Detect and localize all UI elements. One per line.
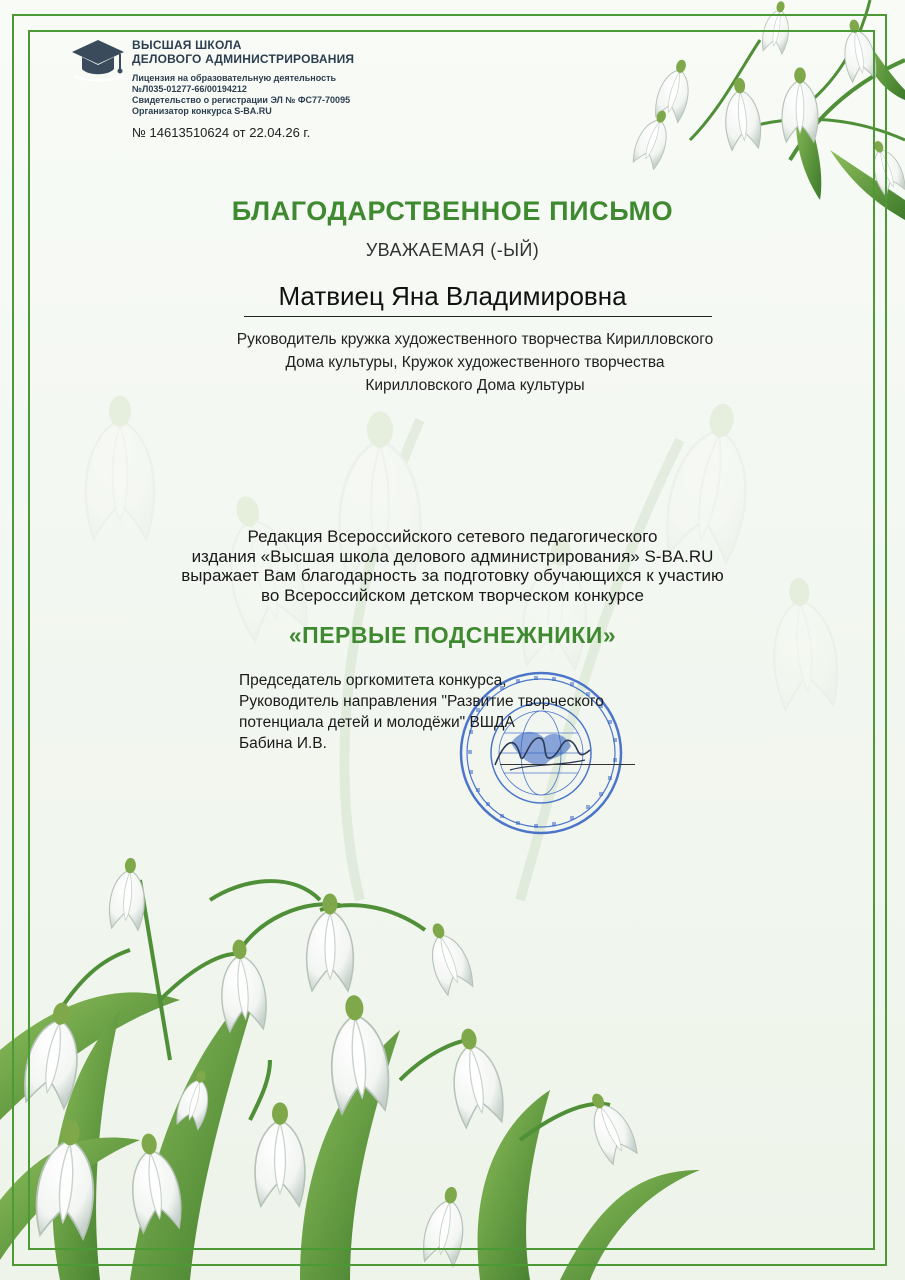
greeting: УВАЖАЕМАЯ (-ЫЙ) [365, 240, 540, 260]
position-line1: Руководитель кружка художественного творчества Кирилловского [236, 331, 714, 348]
body-line4: во Всероссийском детском творческом конкурсе [261, 585, 644, 605]
signatory-name: Бабина И.В. [239, 735, 327, 752]
document-title: БЛАГОДАРСТВЕННОЕ ПИСЬМО [231, 196, 674, 226]
position-line2: Дома культуры, Кружок художественного творчества [285, 354, 665, 371]
license-line1: Лицензия на образовательную деятельность [132, 73, 337, 83]
signature-line [500, 764, 635, 765]
contest-name: «ПЕРВЫЕ ПОДСНЕЖНИКИ» [288, 622, 617, 648]
organization-name-line1: ВЫСШАЯ ШКОЛА [132, 38, 242, 52]
body-line1: Редакция Всероссийского сетевого педагогического [247, 527, 658, 546]
organization-name-line2: ДЕЛОВОГО АДМИНИСТРИРОВАНИЯ [132, 52, 355, 66]
body-line3: выражает Вам благодарность за подготовку обучающихся к участию [181, 566, 724, 585]
license-line2: №Л035-01277-66/00194212 [132, 84, 247, 94]
gratitude-text [100, 527, 805, 605]
document-number: № 14613510624 от 22.04.26 г. [132, 125, 311, 140]
body-line2: издания «Высшая школа делового администрирования» S-BA.RU [191, 546, 714, 566]
graduation-cap-icon [70, 36, 126, 82]
position-line3: Кирилловского Дома культуры [365, 377, 585, 394]
organization-name [132, 38, 354, 66]
recipient-name: Матвиец Яна Владимировна [278, 281, 627, 311]
signatory-line3: потенциала детей и молодёжи" ВШДА [239, 714, 515, 731]
signatory-line2: Руководитель направления "Развитие творческого [239, 693, 604, 710]
signatory-block [239, 670, 604, 754]
organization-details [132, 73, 350, 117]
signatory-line1: Председатель оргкомитета конкурса, [239, 672, 507, 689]
recipient-position [150, 328, 800, 397]
contest-organizer: Организатор конкурса S-BA.RU [132, 106, 272, 116]
registration-certificate: Свидетельство о регистрации ЭЛ № ФС77-70095 [132, 95, 351, 105]
name-underline [244, 316, 712, 317]
